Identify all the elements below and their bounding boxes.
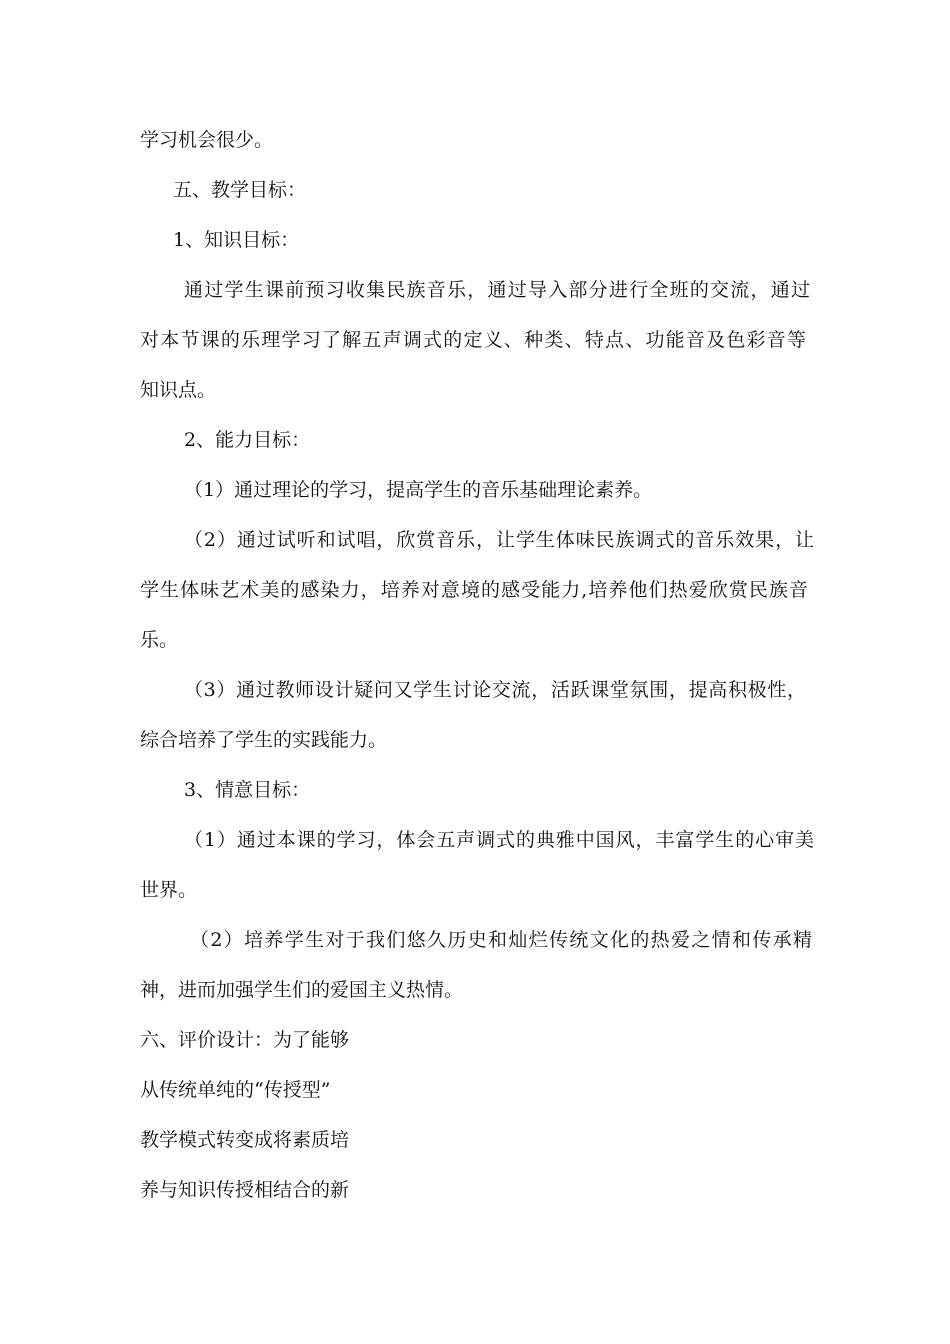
list-item-line: 世界。 <box>140 879 198 901</box>
paragraph-line: 知识点。 <box>140 379 217 401</box>
subheading-ability-goals: 2、能力目标： <box>184 429 311 451</box>
list-item-line: 神，进而加强学生们的爱国主义热情。 <box>140 979 464 1001</box>
section-heading-evaluation-design: 六、评价设计：为了能够 <box>140 1029 350 1051</box>
list-item-line: （2）培养学生对于我们悠久历史和灿烂传统文化的热爱之情和传承精 <box>190 929 812 951</box>
list-item-line: 学生体味艺术美的感染力，培养对意境的感受能力,培养他们热爱欣赏民族音 <box>140 579 808 601</box>
paragraph-line: 养与知识传授相结合的新 <box>140 1179 350 1201</box>
subheading-knowledge-goals: 1、知识目标： <box>173 229 300 251</box>
section-heading-teaching-goals: 五、教学目标： <box>173 179 307 201</box>
paragraph-line: 从传统单纯的“传授型” <box>140 1079 331 1101</box>
list-item-line: 乐。 <box>140 629 179 651</box>
list-item-line: （3）通过教师设计疑问又学生讨论交流，活跃课堂氛围，提高积极性， <box>184 679 806 701</box>
list-item-line: （1）通过理论的学习，提高学生的音乐基础理论素养。 <box>184 479 653 501</box>
list-item-line: 综合培养了学生的实践能力。 <box>140 729 388 751</box>
list-item-line: （1）通过本课的学习，体会五声调式的典雅中国风，丰富学生的心审美 <box>184 829 814 851</box>
paragraph-line: 对本节课的乐理学习了解五声调式的定义、种类、特点、功能音及色彩音等 <box>140 329 806 351</box>
subheading-emotion-goals: 3、情意目标： <box>184 779 311 801</box>
list-item-line: （2）通过试听和试唱，欣赏音乐，让学生体味民族调式的音乐效果，让 <box>184 529 814 551</box>
paragraph-line: 教学模式转变成将素质培 <box>140 1129 350 1151</box>
text-line-1: 学习机会很少。 <box>140 129 274 151</box>
paragraph-line: 通过学生课前预习收集民族音乐，通过导入部分进行全班的交流，通过 <box>184 279 810 301</box>
